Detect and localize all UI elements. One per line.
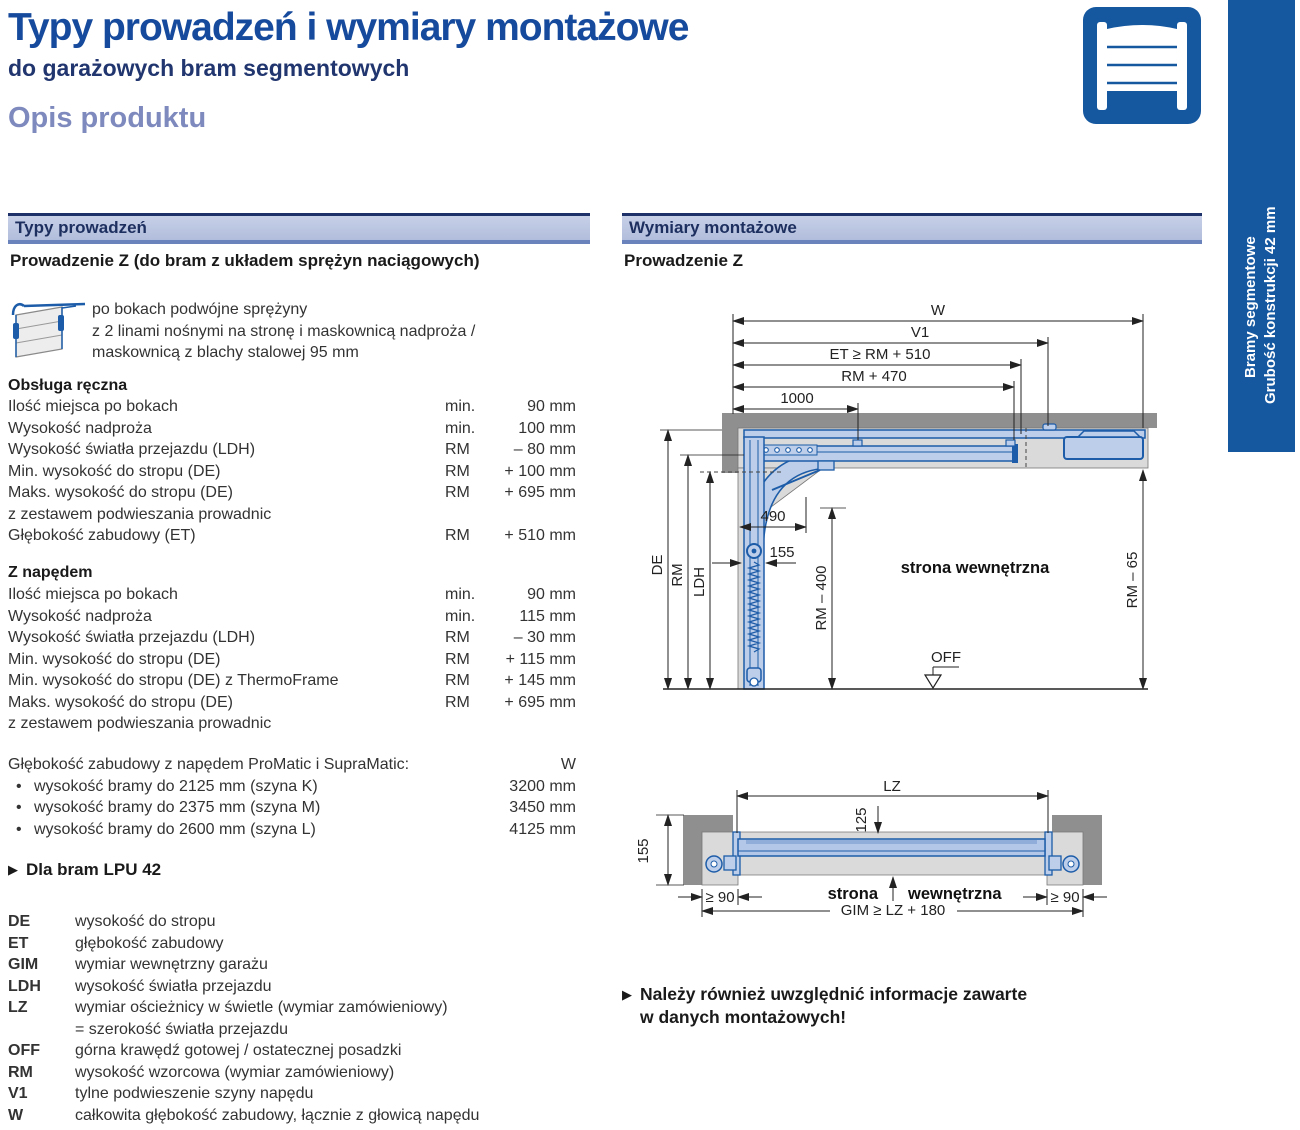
- table-row: Wysokość nadproża min. 100 mm: [8, 419, 576, 437]
- legend-row: DE wysokość do stropu: [8, 913, 216, 930]
- legend-row: V1 tylne podwieszenie szyny napędu: [8, 1085, 314, 1102]
- table-row: Wysokość światła przejazdu (LDH) RM – 30 mm: [8, 629, 576, 646]
- table-row: Min. wysokość do stropu (DE) RM + 100 mm: [8, 462, 576, 480]
- page-title: Typy prowadzeń i wymiary montażowe: [8, 6, 689, 49]
- dim-rm400: RM – 400: [813, 565, 830, 631]
- table-row: Głębokość zabudowy (ET) RM + 510 mm: [8, 527, 576, 544]
- dim-gim: GIM ≥ LZ + 180: [840, 902, 946, 919]
- table-row: • wysokość bramy do 2375 mm (szyna M) 3450 mm: [8, 799, 576, 821]
- dim-w: W: [930, 302, 946, 319]
- page-subtitle: do garażowych bram segmentowych: [8, 55, 410, 81]
- bullet-icon: •: [16, 799, 22, 816]
- legend: [8, 913, 588, 1128]
- dim-ge90-left: ≥ 90: [705, 889, 735, 906]
- dim-155: 155: [769, 544, 795, 561]
- sidebar-line2: Grubość konstrukcji 42 mm: [1262, 206, 1279, 404]
- table-row: Maks. wysokość do stropu (DE) RM + 695 mm: [8, 484, 576, 501]
- dim-lz: LZ: [883, 778, 901, 795]
- table-row: • wysokość bramy do 2125 mm (szyna K) 3200 mm: [8, 778, 576, 800]
- table-row: Wysokość światła przejazdu (LDH) RM – 80 mm: [8, 441, 576, 458]
- plan-section-diagram: [630, 778, 1120, 928]
- powered-table: [8, 586, 576, 737]
- dim-125: 125: [853, 807, 870, 833]
- legend-row: LZ wymiar ościeżnicy w świetle (wymiar zamówieniowy): [8, 999, 448, 1016]
- triangle-marker-icon: ▶: [8, 862, 18, 877]
- dim-rm: RM: [669, 563, 686, 587]
- off-datum-symbol: [925, 649, 961, 688]
- legend-row: OFF górna krawędź gotowej / ostatecznej posadzki: [8, 1042, 402, 1059]
- table-row: • wysokość bramy do 2600 mm (szyna L) 4125 mm: [8, 821, 576, 843]
- inside-label-right: wewnętrzna: [908, 885, 1002, 903]
- dim-et: ET ≥ RM + 510: [829, 346, 931, 363]
- dim-155-plan: 155: [635, 838, 652, 864]
- bullet-icon: •: [16, 777, 22, 795]
- table-row: Min. wysokość do stropu (DE) z ThermoFrame RM + 145 mm: [8, 672, 576, 689]
- legend-row: ET głębokość zabudowy: [8, 934, 224, 952]
- right-section-bar: Wymiary montażowe: [622, 213, 1202, 244]
- table-row: Ilość miejsca po bokach min. 90 mm: [8, 398, 576, 415]
- section-label: Opis produktu: [8, 102, 207, 134]
- table-row: Wysokość nadproża min. 115 mm: [8, 607, 576, 625]
- sectional-door-icon: [1083, 7, 1201, 124]
- legend-row: W całkowita głębokość zabudowy, łącznie z głowicą napędu: [8, 1106, 480, 1124]
- triangle-marker-icon: ▶: [622, 987, 632, 1002]
- table-row: Min. wysokość do stropu (DE) RM + 115 mm: [8, 650, 576, 668]
- table-row: z zestawem podwieszania prowadnic: [8, 715, 272, 732]
- table-row: Maks. wysokość do stropu (DE) RM + 695 mm: [8, 693, 576, 711]
- table-row: z zestawem podwieszania prowadnic: [8, 505, 272, 523]
- sidebar-strip: [1228, 0, 1295, 452]
- z-track-side-section-diagram: [630, 295, 1210, 725]
- dim-490: 490: [760, 508, 786, 525]
- legend-row: GIM wymiar wewnętrzny garażu: [8, 956, 268, 973]
- right-subheading: Prowadzenie Z: [624, 251, 744, 270]
- track-description: po bokach podwójne sprężyny z 2 linami nośnymi na stronę i maskownicą nadproża / maskownicą z blachy stalowej 95 mm: [92, 301, 476, 361]
- lpu-line: ▶ Dla bram LPU 42: [8, 860, 162, 879]
- dim-rm65: RM – 65: [1124, 551, 1141, 609]
- powered-title: Z napędem: [8, 564, 93, 581]
- left-section-bar: Typy prowadzeń: [8, 213, 590, 244]
- dim-ldh: LDH: [691, 566, 708, 598]
- legend-row: RM wysokość wzorcowa (wymiar zamówieniowy): [8, 1063, 395, 1081]
- manual-table: [8, 398, 576, 549]
- manual-title: Obsługa ręczna: [8, 377, 128, 394]
- z-track-door-pictogram: [6, 297, 90, 369]
- left-subheading: Prowadzenie Z (do bram z układem sprężyn naciągowych): [10, 251, 480, 270]
- sidebar-line1: Bramy segmentowe: [1242, 236, 1259, 378]
- inside-label: strona wewnętrzna: [900, 559, 1050, 577]
- mounting-note: ▶ Należy również uwzględnić informacje zawarte w danych montażowych!: [622, 984, 1028, 1027]
- dim-de: DE: [649, 554, 666, 576]
- dim-1000: 1000: [780, 390, 814, 407]
- table-row: Ilość miejsca po bokach min. 90 mm: [8, 586, 576, 603]
- table-row: Głębokość zabudowy z napędem ProMatic i SupraMatic: W: [8, 756, 576, 773]
- inside-label-left: strona: [827, 885, 878, 903]
- dim-v1: V1: [910, 324, 930, 341]
- dim-ge90-right: ≥ 90: [1050, 889, 1080, 906]
- bullet-icon: •: [16, 820, 22, 838]
- legend-row: = szerokość światła przejazdu: [75, 1020, 288, 1038]
- legend-row: LDH wysokość światła przejazdu: [8, 977, 272, 995]
- dim-rm470: RM + 470: [841, 368, 907, 385]
- svg-text:OFF: OFF: [931, 649, 961, 666]
- operator-depth-table: [8, 756, 576, 842]
